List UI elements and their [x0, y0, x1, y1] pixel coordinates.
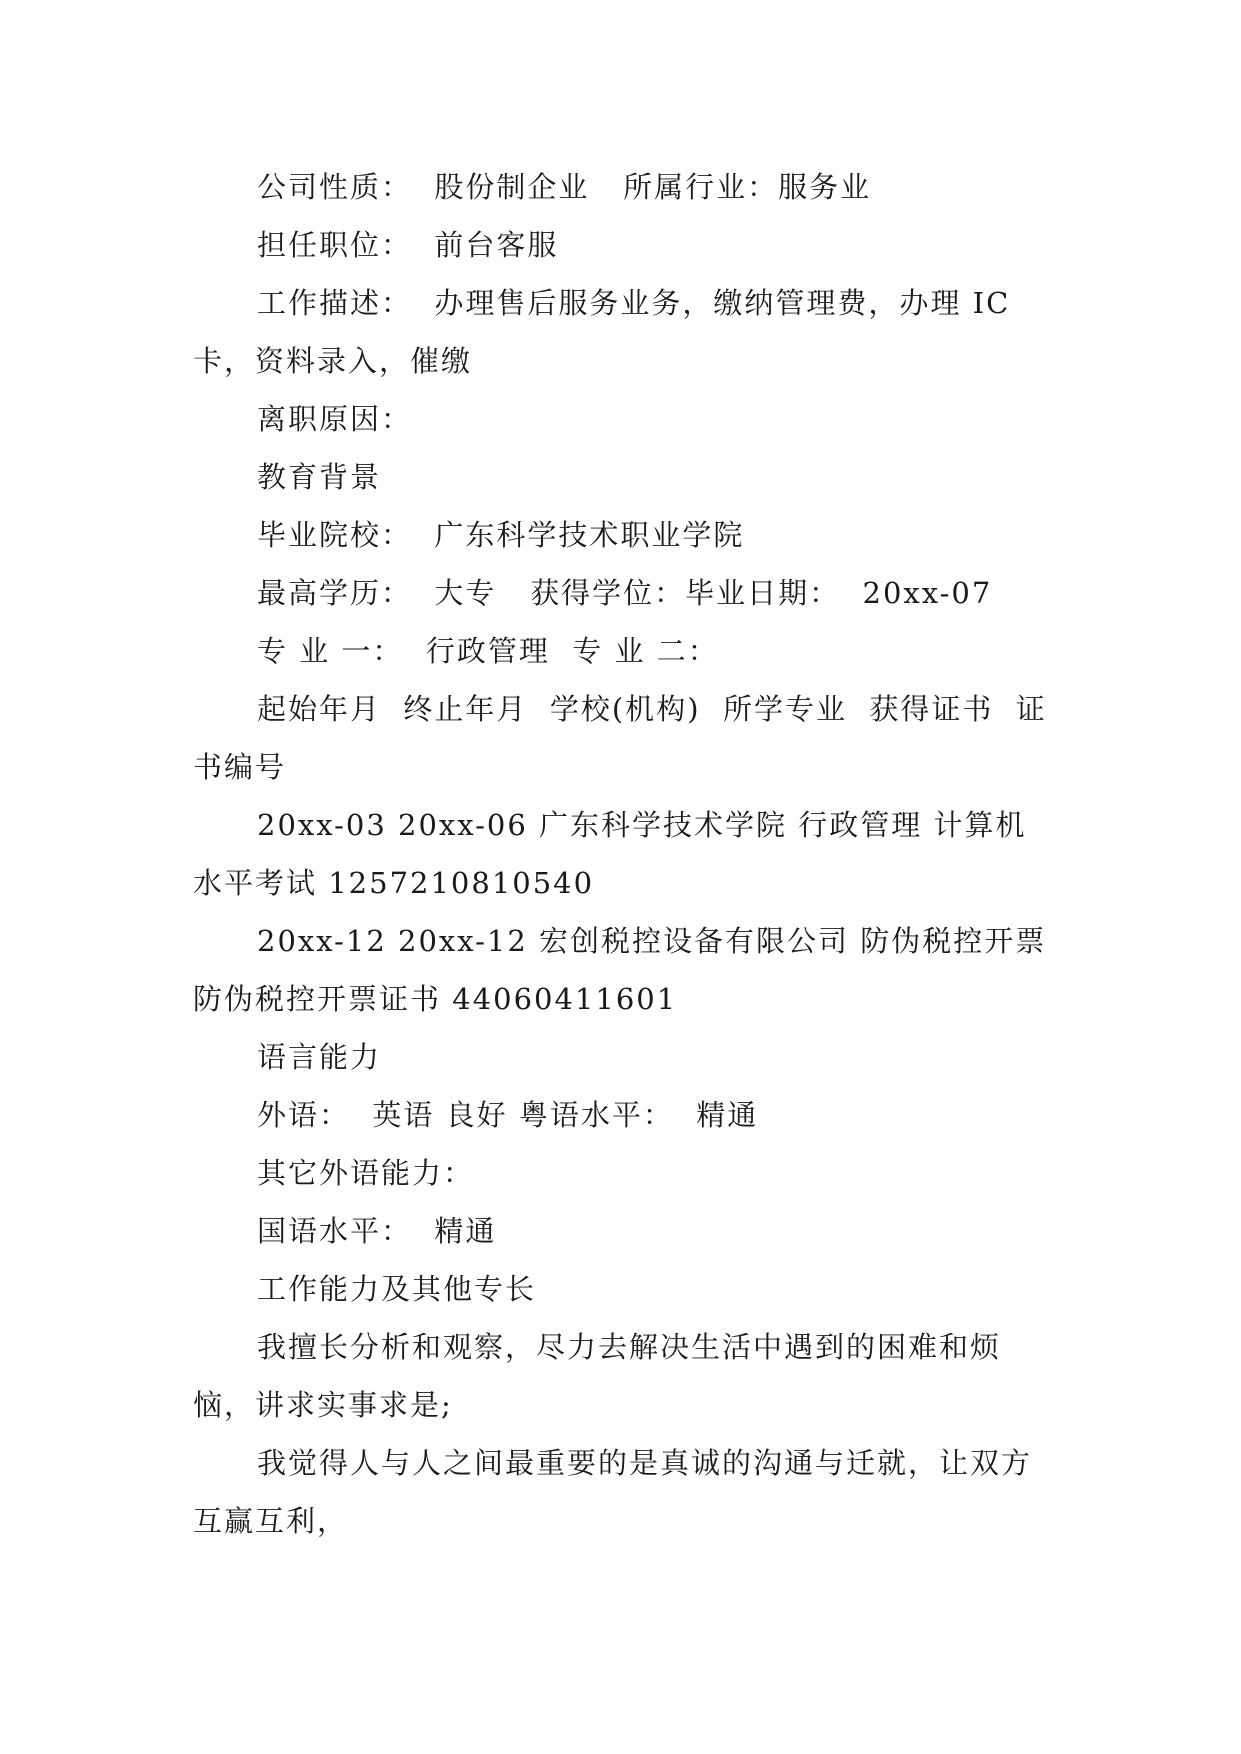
- graduate-school-line: 毕业院校： 广东科学技术职业学院: [257, 518, 745, 552]
- position-line: 担任职位： 前台客服: [257, 228, 559, 262]
- major-line: 专 业 一： 行政管理 专 业 二：: [257, 634, 719, 668]
- foreign-language-line: 外语： 英语 良好 粤语水平： 精通: [257, 1098, 759, 1132]
- education-row: 20xx-12 20xx-12 宏创税控设备有限公司 防伪税控开票 防伪税控开票证书 44060411601: [193, 924, 1058, 1016]
- job-description-line: 工作描述： 办理售后服务业务，缴纳管理费，办理 IC 卡，资料录入，催缴: [193, 286, 1022, 378]
- leave-reason-line: 离职原因：: [257, 402, 413, 436]
- other-language-line: 其它外语能力：: [257, 1156, 475, 1190]
- mandarin-line: 国语水平： 精通: [257, 1214, 497, 1248]
- education-heading: 教育背景: [257, 460, 382, 494]
- education-row: 20xx-03 20xx-06 广东科学技术学院 行政管理 计算机水平考试 1257210810540: [193, 808, 1027, 900]
- language-heading: 语言能力: [257, 1040, 382, 1074]
- skills-heading: 工作能力及其他专长: [257, 1272, 537, 1306]
- skills-paragraph: 我擅长分析和观察，尽力去解决生活中遇到的困难和烦恼，讲求实事求是;: [193, 1330, 1002, 1422]
- company-nature-line: 公司性质： 股份制企业 所属行业：服务业: [257, 170, 872, 204]
- education-table-header: 起始年月 终止年月 学校(机构) 所学专业 获得证书 证书编号: [193, 692, 1047, 784]
- skills-paragraph: 我觉得人与人之间最重要的是真诚的沟通与迁就，让双方互赢互利，: [193, 1446, 1033, 1538]
- document-body: [193, 158, 1058, 1550]
- highest-degree-line: 最高学历： 大专 获得学位：毕业日期： 20xx-07: [257, 576, 993, 610]
